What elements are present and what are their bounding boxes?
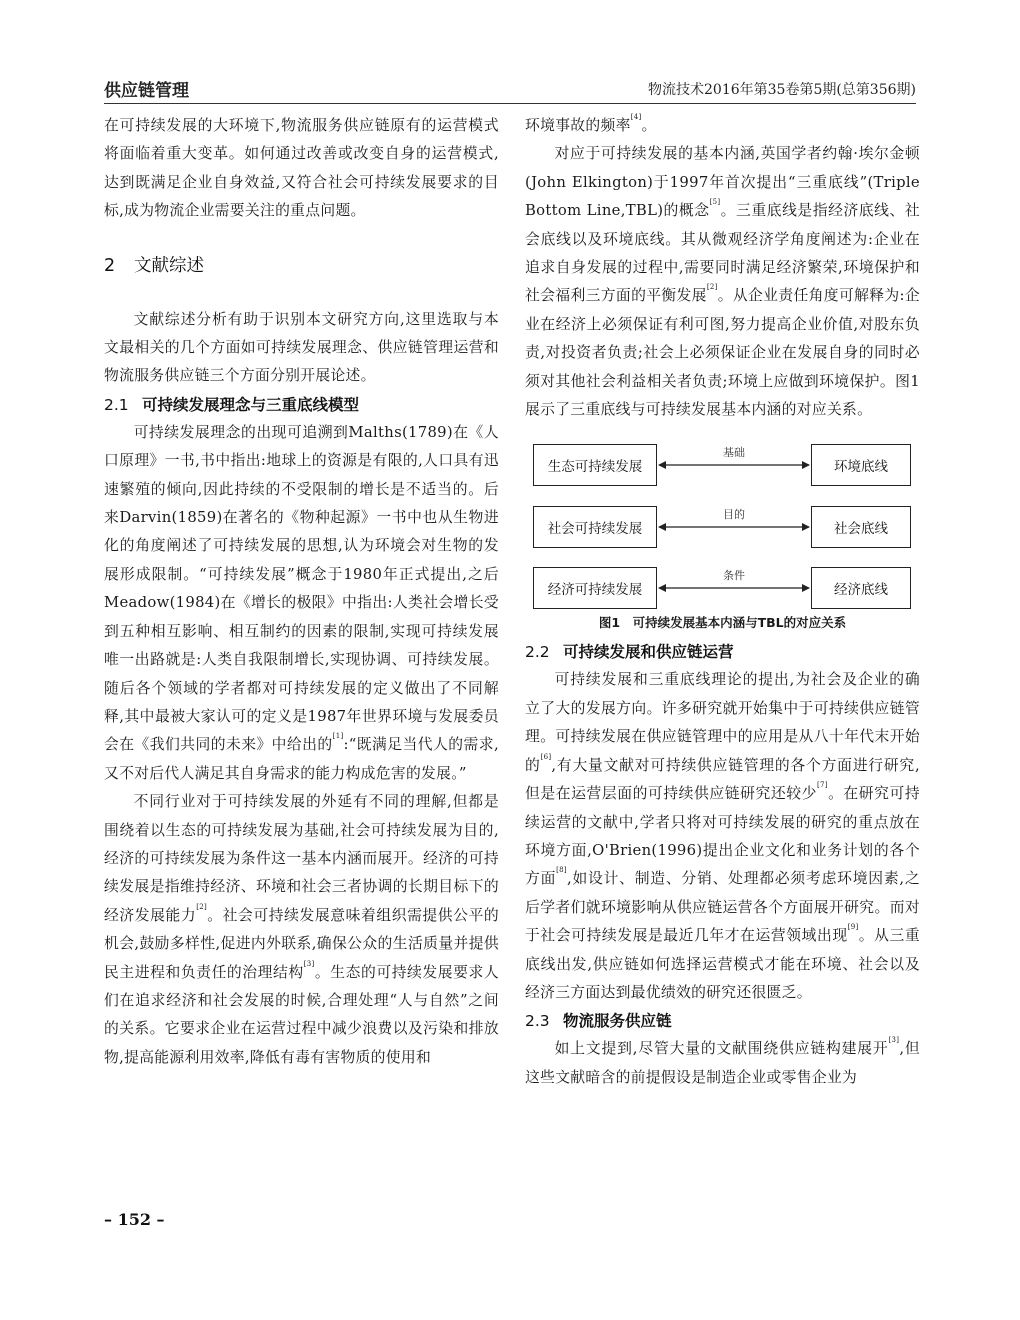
citation: [2] xyxy=(706,283,718,292)
text-run: 。社会可持续发展意味着组织需提供公平的机会,鼓励多样性,促进内外联系,确保公众的生活质量并提供民主进程和负责任的治理结构 xyxy=(104,906,499,981)
subsection-title: 可持续发展和供应链运营 xyxy=(563,643,734,662)
arrow-label-foundation: 基础 xyxy=(723,446,745,460)
header-divider xyxy=(104,103,916,104)
left-column xyxy=(104,112,499,1072)
text-run: 对应于可持续发展的基本内涵,英国学者约翰·埃尔金顿(John Elkington)于1997年首次提出“三重底线”(Triple Bottom Line,TBL)的概念 xyxy=(525,145,920,220)
box-ecological-sustainability: 生态可持续发展 xyxy=(533,444,657,486)
text-run: :“既满足当代人的需求,又不对后代人满足其自身需求的能力构成危害的发展。” xyxy=(104,736,499,782)
paragraph-continued xyxy=(525,112,920,140)
journal-issue-info: 物流技术2016年第35卷第5期(总第356期) xyxy=(648,82,916,98)
arrow-label-condition: 条件 xyxy=(723,569,745,583)
citation: [3] xyxy=(303,959,315,968)
paragraph-sustainability-dimensions xyxy=(104,788,499,1072)
citation: [7] xyxy=(816,781,828,790)
box-economic-bottom-line: 经济底线 xyxy=(811,567,911,609)
citation: [6] xyxy=(540,752,552,761)
page-number: – 152 – xyxy=(104,1210,165,1229)
subsection-title: 可持续发展理念与三重底线模型 xyxy=(142,395,360,414)
subsection-number: 2.3 xyxy=(525,1012,550,1031)
figure-tbl-diagram xyxy=(525,440,920,608)
text-run: 。三重底线是指经济底线、社会底线以及环境底线。其从微观经济学角度阐述为:企业在追求自身发展的过程中,需要同时满足经济繁荣,环境保护和社会福利三方面的平衡发展 xyxy=(525,202,920,305)
subsection-heading-2-2 xyxy=(525,638,920,666)
subsection-heading-2-3 xyxy=(525,1007,920,1035)
text-run: 。从企业责任角度可解释为:企业在经济上必须保证有利可图,努力提高企业价值,对股东负责,对投资者负责;社会上必须保证企业在发展自身的同时必须对其他社会利益相关者负责;环境上应做到环境保护。图1展示了三重底线与可持续发展基本内涵的对应关系。 xyxy=(525,287,921,419)
text-run: 。在研究可持续运营的文献中,学者只将对可持续发展的研究的重点放在环境方面,O'Brien(1996)提出企业文化和业务计划的各个方面 xyxy=(525,785,920,888)
section-number: 2 xyxy=(104,255,116,276)
citation: [5] xyxy=(709,198,721,207)
subsection-number: 2.2 xyxy=(525,643,550,662)
text-run: ,有大量文献对可持续供应链管理的各个方面进行研究,但是在运营层面的可持续供应链研究还较少 xyxy=(525,756,920,803)
citation: [3] xyxy=(888,1036,900,1045)
box-economic-sustainability: 经济可持续发展 xyxy=(533,567,657,609)
text-run: 如上文提到,尽管大量的文献围绕供应链构建展开 xyxy=(554,1040,889,1058)
text-run: 环境事故的频率 xyxy=(525,117,631,134)
section-title: 文献综述 xyxy=(134,255,204,276)
paragraph-tbl-concept xyxy=(525,140,920,424)
citation: [1] xyxy=(332,732,344,741)
text-run: ,但这些文献暗含的前提假设是制造企业或零售企业为 xyxy=(525,1040,920,1086)
subsection-title: 物流服务供应链 xyxy=(563,1012,672,1031)
text-run: 。 xyxy=(641,117,657,134)
paragraph-review-intro: 文献综述分析有助于识别本文研究方向,这里选取与本文最相关的几个方面如可持续发展理念、供应链管理运营和物流服务供应链三个方面分别开展论述。 xyxy=(104,310,499,385)
citation: [9] xyxy=(847,923,859,932)
citation: [2] xyxy=(196,902,208,911)
arrow-label-purpose: 目的 xyxy=(723,508,745,522)
section-heading-2 xyxy=(104,252,499,280)
subsection-heading-2-1 xyxy=(104,391,499,419)
text-run: 。生态的可持续发展要求人们在追求经济和社会发展的时候,合理处理“人与自然”之间的关系。它要求企业在运营过程中减少浪费以及污染和排放物,提高能源利用效率,降低有毒有害物质的使用和 xyxy=(104,963,499,1066)
journal-section-title: 供应链管理 xyxy=(104,81,189,101)
text-run: 可持续发展和三重底线理论的提出,为社会及企业的确立了大的发展方向。许多研究就开始集中于可持续供应链管理。可持续发展在供应链管理中的应用是从八十年代末开始的 xyxy=(525,671,920,774)
text-run: 不同行业对于可持续发展的外延有不同的理解,但都是围绕着以生态的可持续发展为基础,社会可持续发展为目的,经济的可持续发展为条件这一基本内涵而展开。经济的可持续发展是指维持经济、环境和社会三者协调的长期目标下的经济发展能力 xyxy=(104,793,499,924)
subsection-number: 2.1 xyxy=(104,395,129,414)
box-social-bottom-line: 社会底线 xyxy=(811,506,911,548)
right-column xyxy=(525,112,920,1092)
citation: [4] xyxy=(630,113,642,121)
figure-caption: 图1 可持续发展基本内涵与TBL的对应关系 xyxy=(598,615,847,631)
paragraph-logistics-service-supply-chain xyxy=(525,1035,920,1092)
paragraph-intro-continued: 在可持续发展的大环境下,物流服务供应链原有的运营模式将面临着重大变革。如何通过改善或改变自身的运营模式,达到既满足企业自身效益,又符合社会可持续发展要求的目标,成为物流企业需要关注的重点问题。 xyxy=(104,117,499,220)
paragraph-supply-chain-operations xyxy=(525,666,920,1007)
text-run: 可持续发展理念的出现可追溯到Malths(1789)在《人口原理》一书,书中指出:地球上的资源是有限的,人口具有迅速繁殖的倾向,因此持续的不受限制的增长是不适当的。后来Darvin(1859)在著名的《物种起源》一书中也从生物进化的角度阐述了可持续发展的思想,认为环境会对生物的发展形成限制。“可持续发展”概念于1980年正式提出,之后Meadow(1984)在《增长的极限》中指出:人类社会增长受到五种相互影响、相互制约的因素的限制,实现可持续发展唯一出路就是:人类自我限制增长,实现协调、可持续发展。随后各个领域的学者都对可持续发展的定义做出了不同解释,其中最被大家认可的定义是1987年世界环境与发展委员会在《我们共同的未来》中给出的 xyxy=(104,423,499,754)
paragraph-sustainability-history xyxy=(104,419,499,788)
text-run: 。从三重底线出发,供应链如何选择运营模式才能在环境、社会以及经济三方面达到最优绩效的研究还很匮乏。 xyxy=(525,927,920,1001)
box-social-sustainability: 社会可持续发展 xyxy=(533,506,657,548)
text-run: ,如设计、制造、分销、处理都必须考虑环境因素,之后学者们就环境影响从供应链运营各个方面展开研究。而对于社会可持续发展是最近几年才在运营领域出现 xyxy=(525,870,920,945)
box-environmental-bottom-line: 环境底线 xyxy=(811,444,911,486)
citation: [8] xyxy=(556,866,567,875)
